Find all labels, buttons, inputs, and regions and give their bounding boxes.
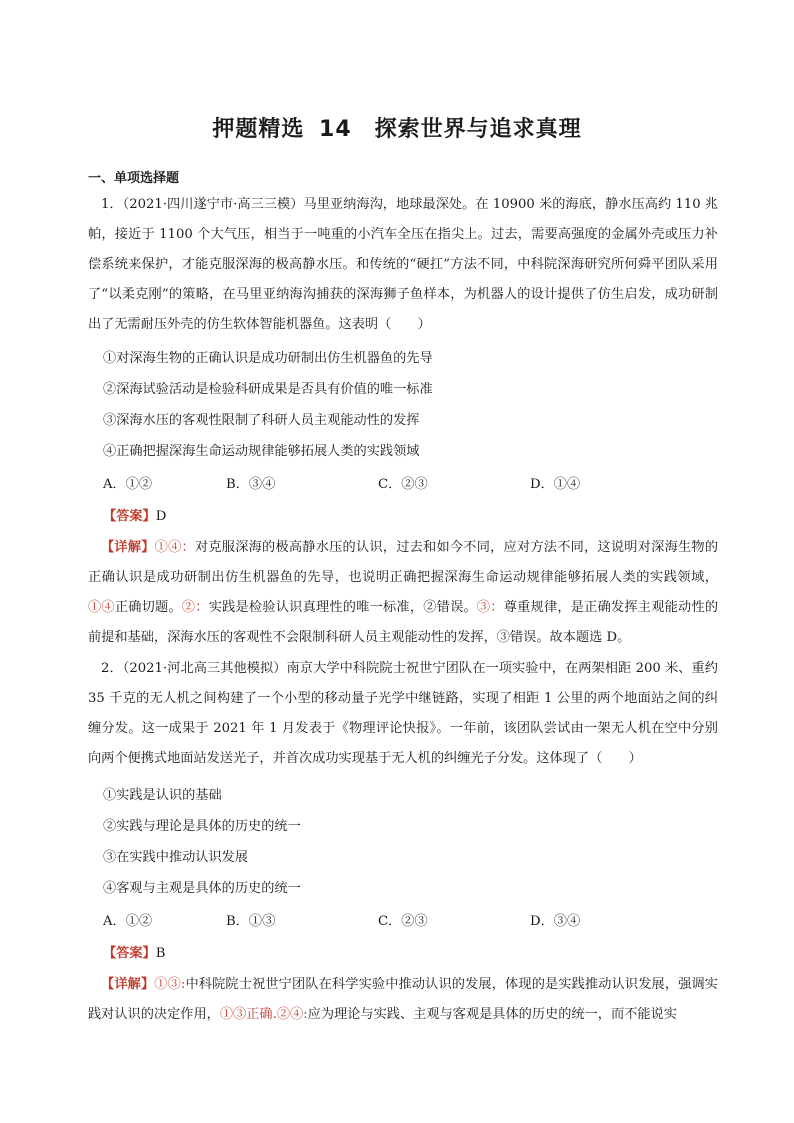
q2-statement-1: ①实践是认识的基础 bbox=[103, 788, 222, 803]
q2-statement-4: ④客观与主观是具体的历史的统一 bbox=[103, 881, 301, 896]
q1-statement-3: ③深海水压的客观性限制了科研人员主观能动性的发挥 bbox=[103, 413, 420, 428]
q1-option-d[interactable]: D．①④ bbox=[530, 477, 581, 492]
detail-label: 【详解】 bbox=[101, 977, 155, 992]
section-heading: 一、单项选择题 bbox=[88, 171, 180, 186]
q1-statement-4: ④正确把握深海生命运动规律能够拓展人类的实践领域 bbox=[103, 444, 420, 459]
q2-statement-2: ②实践与理论是具体的历史的统一 bbox=[103, 819, 301, 834]
q1-statement-2: ②深海试验活动是检验科研成果是否具有价值的唯一标准 bbox=[103, 382, 433, 397]
q1-option-a[interactable]: A．①② bbox=[103, 477, 153, 492]
q2-detail: 【详解】①③:中科院院士祝世宁团队在科学实验中推动认识的发展，体现的是实践推动认识发展，强调实践对认识的决定作用，①③正确.②④:应为理论与实践、主观与客观是具体的历史的统一，而不能说实 bbox=[88, 977, 718, 1022]
q1-statement-1: ①对深海生物的正确认识是成功研制出仿生机器鱼的先导 bbox=[103, 351, 433, 366]
answer-label: 【答案】 bbox=[103, 509, 156, 524]
q1-answer bbox=[103, 507, 166, 527]
q2-answer bbox=[103, 944, 165, 964]
answer-value: D bbox=[155, 509, 167, 524]
page-title: 押题精选 14 探索世界与追求真理 bbox=[212, 117, 582, 142]
answer-label: 【答案】 bbox=[103, 946, 156, 961]
q2-option-d[interactable]: D．③④ bbox=[530, 914, 581, 929]
question-1-stem: 1．（2021·四川遂宁市·高三三模）马里亚纳海沟，地球最深处。在 10900 米的海底，静水压高约 110 兆帕，接近于 1100 个大气压，相当于一吨重的小汽车全压在指尖上。过去，需要高强度的金属外壳或压力补偿系统来保护，才能克服深海的极高静水压。和传统的“硬扛”方法不同，中科院深海研究所何舜平团队采用了“以柔克刚”的策略，在马里亚纳海沟捕获的深海狮子鱼样本，为机器人的设计提供了仿生启发，成功研制出了无需耐压外壳的仿生软体智能机器鱼。这表明（ ） bbox=[88, 197, 718, 332]
q2-option-b[interactable]: B．①③ bbox=[226, 914, 276, 929]
q2-statement-3: ③在实践中推动认识发展 bbox=[103, 850, 249, 865]
question-2-stem: 2．（2021·河北高三其他模拟）南京大学中科院院士祝世宁团队在一项实验中，在两架相距 200 米、重约 35 千克的无人机之间构建了一个小型的移动量子光学中继链路，实现了相距 1 公里的两个地面站之间的纠缠分发。这一成果于 2021 年 1 月发表于《物理评论快报》。一年前，该团队尝试由一架无人机在空中分别向两个便携式地面站发送光子，并首次成功实现基于无人机的纠缠光子分发。这体现了（ ） bbox=[88, 661, 718, 766]
q1-option-c[interactable]: C．②③ bbox=[378, 477, 428, 492]
q2-option-c[interactable]: C．②③ bbox=[378, 914, 428, 929]
answer-value: B bbox=[155, 946, 166, 961]
detail-label: 【详解】 bbox=[101, 540, 155, 555]
q1-option-b[interactable]: B．③④ bbox=[226, 477, 276, 492]
q1-detail: 【详解】①④：对克服深海的极高静水压的认识，过去和如今不同，应对方法不同，这说明对深海生物的正确认识是成功研制出仿生机器鱼的先导，也说明正确把握深海生命运动规律能够拓展人类的实践领域，①④正确切题。②：实践是检验认识真理性的唯一标准，②错误。③：尊重规律，是正确发挥主观能动性的前提和基础，深海水压的客观性不会限制科研人员主观能动性的发挥，③错误。故本题选 D。 bbox=[88, 540, 719, 645]
q2-option-a[interactable]: A．①② bbox=[103, 914, 153, 929]
